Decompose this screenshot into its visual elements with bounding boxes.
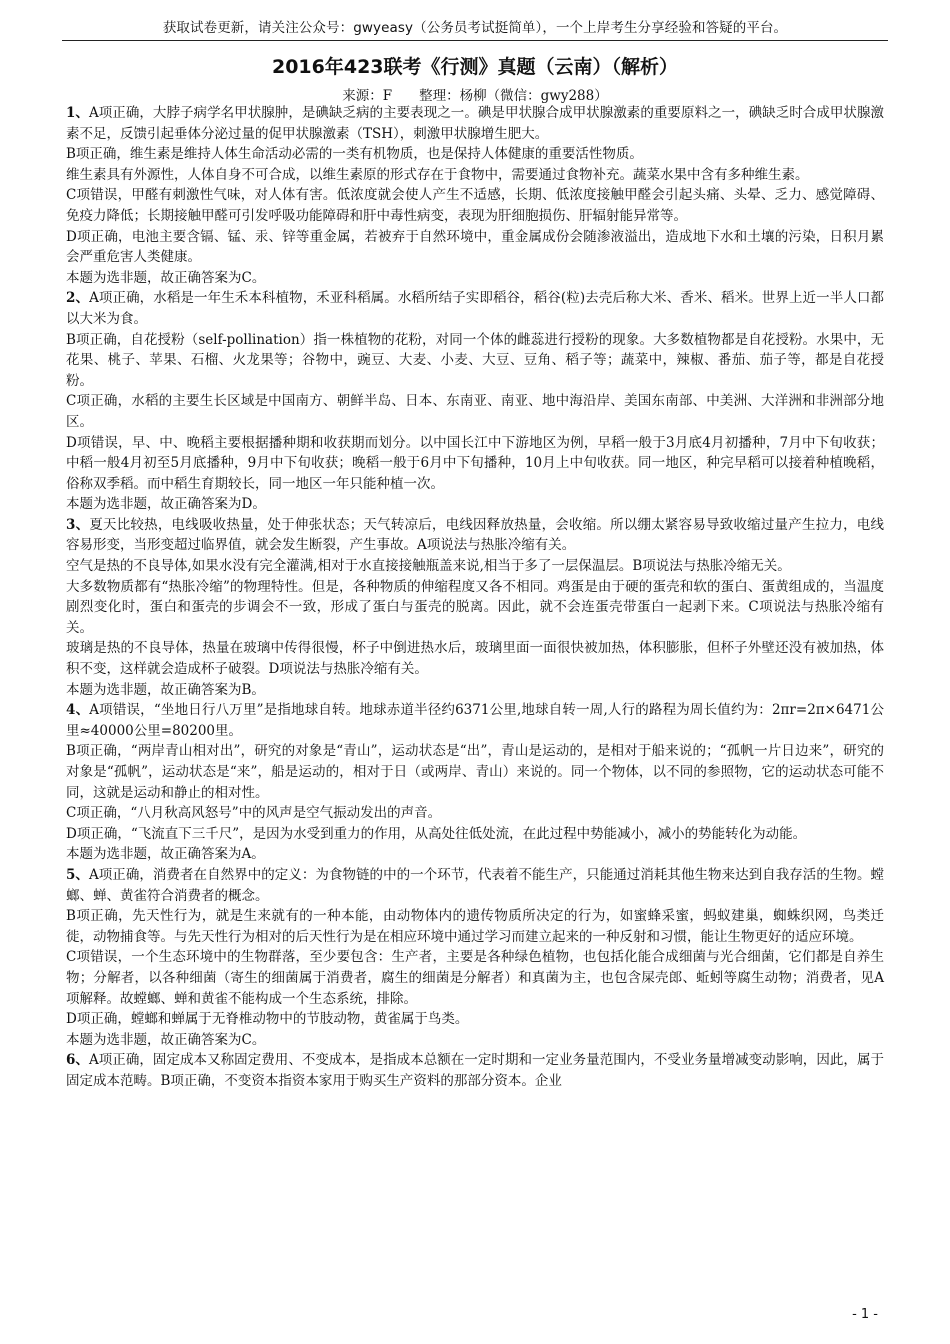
answer-paragraph xyxy=(66,556,884,577)
answer-paragraph xyxy=(66,165,884,186)
answer-paragraph xyxy=(66,638,884,679)
header-banner: 获取试卷更新，请关注公众号：gwyeasy（公务员考试挺简单），一个上岸考生分享经验和答疑的平台。 xyxy=(162,20,788,36)
answer-text: 空气是热的不良导体,如果水没有完全灌满,相对于水直接接触瓶盖来说,相当于多了一层保温层。B项说法与热胀冷缩无关。 xyxy=(66,558,791,575)
answer-paragraph xyxy=(66,1030,884,1051)
question-number: 6、 xyxy=(66,1052,89,1069)
answer-text: 本题为选非题，故正确答案为A。 xyxy=(66,846,265,863)
answer-text: C项正确，“八月秋高风怒号”中的风声是空气振动发出的声音。 xyxy=(66,805,442,822)
answer-paragraph xyxy=(66,268,884,289)
answer-text: D项正确，“飞流直下三千尺”，是因为水受到重力的作用，从高处往低处流，在此过程中势能减小，减小的势能转化为动能。 xyxy=(66,825,807,842)
answer-paragraph xyxy=(66,185,884,226)
answer-text: A项错误，“坐地日行八万里”是指地球自转。地球赤道半径约6371公里,地球自转一周,人行的路程为周长值约为：2πr=2π×6471公里≈40000公里=80200里。 xyxy=(66,702,884,739)
answer-paragraph xyxy=(66,1050,884,1091)
answer-text: 本题为选非题，故正确答案为C。 xyxy=(66,1031,266,1048)
page-number: - 1 - xyxy=(852,1307,878,1322)
answer-text: C项错误，一个生态环境中的生物群落，至少要包含：生产者，主要是各种绿色植物，也包括化能合成细菌与光合细菌，它们都是自养生物；分解者，以各种细菌（寄生的细菌属于消费者，腐生的细菌是分解者）和真菌为主，也包含屎壳郎、蚯蚓等腐生动物；消费者，见A项解释。故螳螂、蝉和黄雀不能构成一个生态系统，排除。 xyxy=(66,949,884,1007)
answer-paragraph xyxy=(66,227,884,268)
answer-list xyxy=(66,103,884,1092)
answer-text: A项正确，消费者在自然界中的定义：为食物链的中的一个环节，代表着不能生产，只能通过消耗其他生物来达到自我存活的生物。螳螂、蝉、黄雀符合消费者的概念。 xyxy=(66,866,884,904)
answer-paragraph xyxy=(66,391,884,432)
answer-text: 本题为选非题，故正确答案为C。 xyxy=(66,269,266,286)
answer-text: 玻璃是热的不良导体，热量在玻璃中传得很慢，杯子中倒进热水后，玻璃里面一面很快被加热，体积膨胀，但杯子外壁还没有被加热，体积不变，这样就会造成杯子破裂。D项说法与热胀冷缩有关。 xyxy=(66,640,884,678)
answer-paragraph xyxy=(66,144,884,165)
answer-text: A项正确，水稻是一年生禾本科植物，禾亚科稻属。水稻所结子实即稻谷，稻谷(粒)去壳后称大米、香米、稻米。世界上近一半人口都以大米为食。 xyxy=(66,290,884,327)
answer-text: 维生素具有外源性，人体自身不可合成，以维生素原的形式存在于食物中，需要通过食物补充。蔬菜水果中含有多种维生素。 xyxy=(66,166,809,183)
answer-paragraph xyxy=(66,844,884,865)
answer-paragraph xyxy=(66,680,884,701)
answer-text: B项正确，“两岸青山相对出”，研究的对象是“青山”，运动状态是“出”，青山是运动的，是相对于船来说的；“孤帆一片日边来”，研究的对象是“孤帆”，运动状态是“来”，船是运动的，相对于日（或两岸、青山）来说的。同一个物体，以不同的参照物，它的运动状态可能不同，这就是运动和静止的相对性。 xyxy=(66,743,884,801)
answer-paragraph xyxy=(66,865,884,906)
answer-paragraph xyxy=(66,947,884,1009)
answer-text: C项错误，甲醛有刺激性气味，对人体有害。低浓度就会使人产生不适感，长期、低浓度接触甲醛会引起头痛、头晕、乏力、感觉障碍、免疫力降低；长期接触甲醛可引发呼吸功能障碍和肝中毒性病变，表现为肝细胞损伤、肝辐射能异常等。 xyxy=(66,187,884,224)
answer-paragraph xyxy=(66,577,884,639)
answer-text: B项正确，维生素是维持人体生命活动必需的一类有机物质，也是保持人体健康的重要活性物质。 xyxy=(66,146,643,163)
question-number: 4、 xyxy=(66,702,90,719)
answer-text: B项正确，自花授粉（self-pollination）指一株植物的花粉，对同一个体的雌蕊进行授粉的现象。大多数植物都是自花授粉。水果中，无花果、桃子、苹果、石榴、火龙果等；谷物中，豌豆、大麦、小麦、大豆、豆角、稻子等；蔬菜中，辣椒、番茄、茄子等，都是自花授粉。 xyxy=(66,331,884,389)
answer-paragraph xyxy=(66,330,884,392)
answer-text: D项正确，螳螂和蝉属于无脊椎动物中的节肢动物，黄雀属于鸟类。 xyxy=(66,1011,469,1028)
answer-paragraph xyxy=(66,103,884,144)
question-number: 2、 xyxy=(66,290,90,307)
answer-paragraph xyxy=(66,824,884,845)
source-line: 来源：F 整理：杨柳（微信：gwy288） xyxy=(342,88,608,104)
answer-paragraph xyxy=(66,288,884,329)
answer-paragraph xyxy=(66,1009,884,1030)
answer-text: 本题为选非题，故正确答案为D。 xyxy=(66,496,266,513)
answer-paragraph xyxy=(66,741,884,803)
answer-text: C项正确，水稻的主要生长区域是中国南方、朝鲜半岛、日本、东南亚、南亚、地中海沿岸、美国东南部、中美洲、大洋洲和非洲部分地区。 xyxy=(66,393,884,430)
answer-text: D项错误，早、中、晚稻主要根据播种期和收获期而划分。以中国长江中下游地区为例，早稻一般于3月底4月初播种，7月中下旬收获；中稻一般4月初至5月底播种，9月中下旬收获；晚稻一般于6月中下旬播种，10月上中旬收获。同一地区，种完早稻可以接着种植晚稻，俗称双季稻。而中稻生育期较长，同一地区一年只能种植一次。 xyxy=(66,434,884,492)
document-title: 2016年423联考《行测》真题（云南）（解析） xyxy=(271,56,679,78)
answer-paragraph xyxy=(66,494,884,515)
answer-text: 大多数物质都有“热胀冷缩”的物理特性。但是，各种物质的伸缩程度又各不相同。鸡蛋是由于硬的蛋壳和软的蛋白、蛋黄组成的，当温度剧烈变化时，蛋白和蛋壳的步调会不一致，形成了蛋白与蛋壳的脱离。因此，就不会连蛋壳带蛋白一起剥下来。C项说法与热胀冷缩有关。 xyxy=(66,578,884,636)
question-number: 5、 xyxy=(66,866,89,883)
answer-text: 夏天比较热，电线吸收热量，处于伸张状态；天气转凉后，电线因释放热量，会收缩。所以绷太紧容易导致收缩过量产生拉力，电线容易形变，当形变超过临界值，就会发生断裂，产生事故。A项说法与热胀冷缩有关。 xyxy=(66,516,884,554)
question-number: 1、 xyxy=(66,105,89,121)
answer-paragraph xyxy=(66,515,884,556)
answer-text: B项正确，先天性行为，就是生来就有的一种本能，由动物体内的遗传物质所决定的行为，如蜜蜂采蜜，蚂蚁建巢，蜘蛛织网，鸟类迁徙，动物捕食等。与先天性行为相对的后天性行为是在相应环境中通过学习而建立起来的一种反射和习惯，能让生物更好的适应环境。 xyxy=(66,908,884,945)
answer-text: A项正确，大脖子病学名甲状腺肿，是碘缺乏病的主要表现之一。碘是甲状腺合成甲状腺激素的重要原料之一，碘缺乏时合成甲状腺激素不足，反馈引起垂体分泌过量的促甲状腺激素（TSH），刺激甲状腺增生肥大。 xyxy=(66,105,884,142)
answer-paragraph xyxy=(66,803,884,824)
answer-text: D项正确，电池主要含镉、锰、汞、锌等重金属，若被弃于自然环境中，重金属成份会随渗液溢出，造成地下水和土壤的污染，日积月累会严重危害人类健康。 xyxy=(66,228,884,266)
answer-text: A项正确，固定成本又称固定费用、不变成本，是指成本总额在一定时期和一定业务量范围内，不受业务量增减变动影响，因此，属于固定成本范畴。B项正确，不变资本指资本家用于购买生产资料的那部分资本。企业 xyxy=(66,1052,884,1089)
answer-paragraph xyxy=(66,433,884,495)
answer-text: 本题为选非题，故正确答案为B。 xyxy=(66,681,265,698)
answer-paragraph xyxy=(66,700,884,741)
question-number: 3、 xyxy=(66,516,90,533)
header-divider xyxy=(62,40,888,41)
answer-paragraph xyxy=(66,906,884,947)
